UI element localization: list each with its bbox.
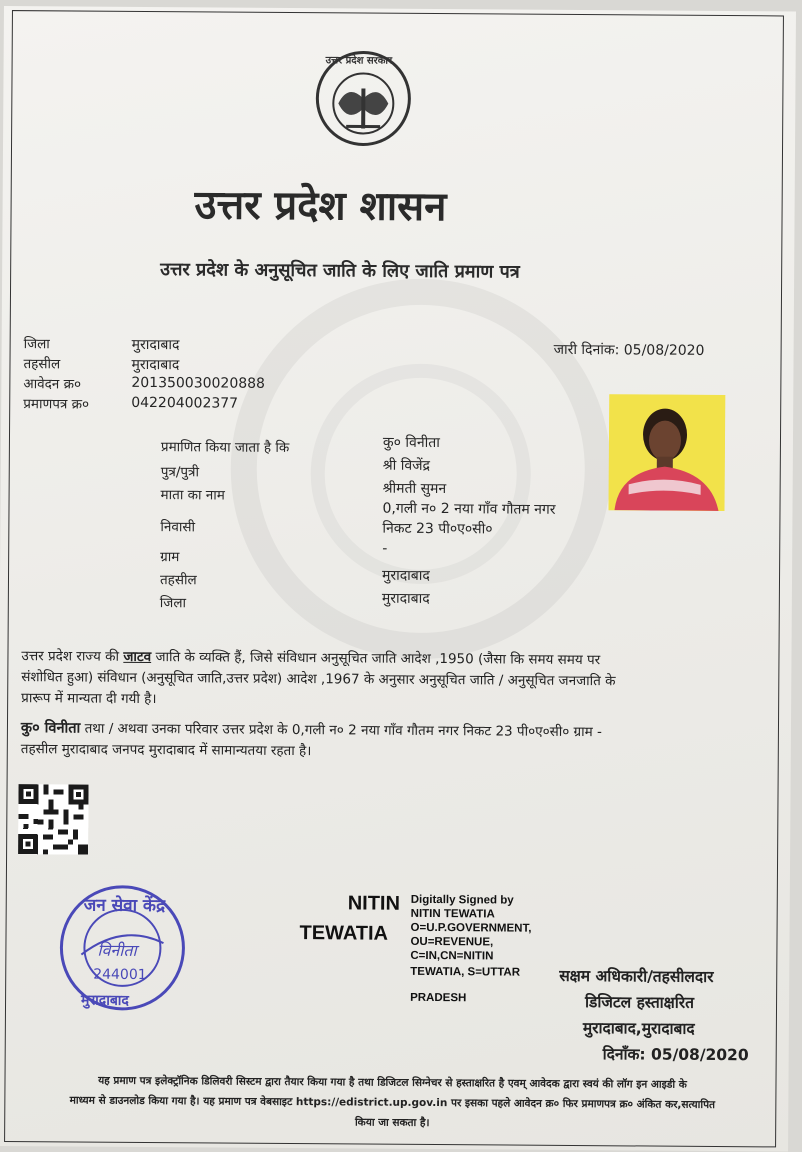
caste-name: जाटव <box>123 648 152 666</box>
officer-place: मुरादाबाद,मुरादाबाद <box>582 1019 695 1038</box>
district-value: मुरादाबाद <box>131 336 180 354</box>
detail-value-3: 0,गली न० 2 नया गाँव गौतम नगर <box>382 500 556 518</box>
sig-line-5: TEWATIA, S=UTTAR <box>410 965 521 979</box>
issue-date: जारी दिनांक: 05/08/2020 <box>553 341 705 359</box>
officer-date: दिनाँक: 05/08/2020 <box>602 1045 749 1065</box>
applicant-photo <box>608 394 725 511</box>
detail-value-2: श्रीमती सुमन <box>382 480 447 498</box>
detail-label-4: निवासी <box>160 519 196 536</box>
page-title: उत्तर प्रदेश शासन <box>194 181 447 231</box>
sig-line-4: C=IN,CN=NITIN <box>410 949 494 963</box>
detail-label-7: जिला <box>159 595 187 612</box>
detail-value-0: कु० विनीता <box>382 434 440 452</box>
footer-line-2: माध्यम से डाउनलोड किया गया है। यह प्रमाण पत्र वेबसाइट https://edistrict.up.gov.in पर इसका पहले आवेदन क्र० फिर प्रमाणपत्र क्र० अंकित कर,सत्यापित <box>69 1094 716 1111</box>
stamp-pincode: 244001 <box>93 966 147 984</box>
caste-text-b: जाति के व्यक्ति हैं, जिसे संविधान अनुसूचित जाति आदेश ,1950 (जैसा कि समय समय पर <box>155 649 601 669</box>
stamp-signature: विनीता <box>97 940 137 960</box>
application-number: 201350030020888 <box>131 374 266 392</box>
detail-value-4: निकट 23 पी०ए०सी० <box>382 520 493 538</box>
detail-label-6: तहसील <box>159 572 197 589</box>
sig-line-2: O=U.P.GOVERNMENT, <box>410 921 532 935</box>
digitally-signed-label: डिजिटल हस्ताक्षरित <box>584 993 695 1012</box>
sig-line-0: Digitally Signed by <box>410 893 514 907</box>
district-label: जिला <box>23 336 50 353</box>
tehsil-value: मुरादाबाद <box>131 356 180 374</box>
sig-line-3: OU=REVENUE, <box>410 935 494 949</box>
residence-text: तथा / अथवा उनका परिवार उत्तर प्रदेश के 0,गली न० 2 नया गाँव गौतम नगर निकट 23 पी०ए०सी० ग्राम - <box>84 720 602 741</box>
detail-label-0: प्रमाणित किया जाता है कि <box>160 439 290 457</box>
detail-value-5: - <box>382 540 388 557</box>
residence-paragraph-line2: तहसील मुरादाबाद जनपद मुरादाबाद में सामान्यतया रहता है। <box>20 741 312 760</box>
sig-line-1: NITIN TEWATIA <box>410 907 495 921</box>
sig-line-6: PRADESH <box>410 991 467 1005</box>
emblem-text: उत्तर प्रदेश सरकार <box>325 55 393 67</box>
caste-paragraph-line2: संशोधित हुआ) संविधान (अनुसूचित जाति,उत्तर प्रदेश) आदेश ,1967 के अनुसार अनुसूचित जाति / अनुसूचित जनजाति के <box>21 669 616 690</box>
caste-text-a: उत्तर प्रदेश राज्य की <box>21 648 120 665</box>
stamp-top-text: जन सेवा केंद्र <box>83 895 166 917</box>
detail-label-5: ग्राम <box>160 549 180 566</box>
certificate-number: 042204002377 <box>131 394 239 412</box>
detail-value-1: श्री विजेंद्र <box>382 457 431 474</box>
signer-last-name: TEWATIA <box>299 922 389 945</box>
certificate-sheet <box>0 6 796 1152</box>
tehsil-label: तहसील <box>23 356 61 373</box>
footer-line-1: यह प्रमाण पत्र इलेक्ट्रॉनिक डिलिवरी सिस्टम द्वारा तैयार किया गया है तथा डिजिटल सिग्नेचर से हस्ताक्षरित है एवम् आवेदक द्वारा स्वयं की लॉग इन आइडी के <box>98 1074 687 1091</box>
detail-label-2: माता का नाम <box>160 487 225 504</box>
qr-code[interactable] <box>18 784 88 854</box>
residence-name: कु० विनीता <box>20 720 81 737</box>
application-label: आवेदन क्र० <box>23 376 82 393</box>
detail-value-6: मुरादाबाद <box>381 567 430 584</box>
detail-value-7: मुरादाबाद <box>381 590 430 607</box>
officer-designation: सक्षम अधिकारी/तहसीलदार <box>559 966 714 986</box>
detail-label-1: पुत्र/पुत्री <box>160 464 200 481</box>
certificate-label: प्रमाणपत्र क्र० <box>23 396 90 413</box>
certificate-subtitle: उत्तर प्रदेश के अनुसूचित जाति के लिए जाति प्रमाण पत्र <box>160 259 520 283</box>
footer-line-3: किया जा सकता है। <box>354 1116 430 1129</box>
caste-paragraph-line3: प्रारूप में मान्यता दी गयी है। <box>21 690 157 708</box>
signer-first-name: NITIN <box>347 892 401 915</box>
stamp-bottom-text: मुरादाबाद <box>81 992 129 1009</box>
